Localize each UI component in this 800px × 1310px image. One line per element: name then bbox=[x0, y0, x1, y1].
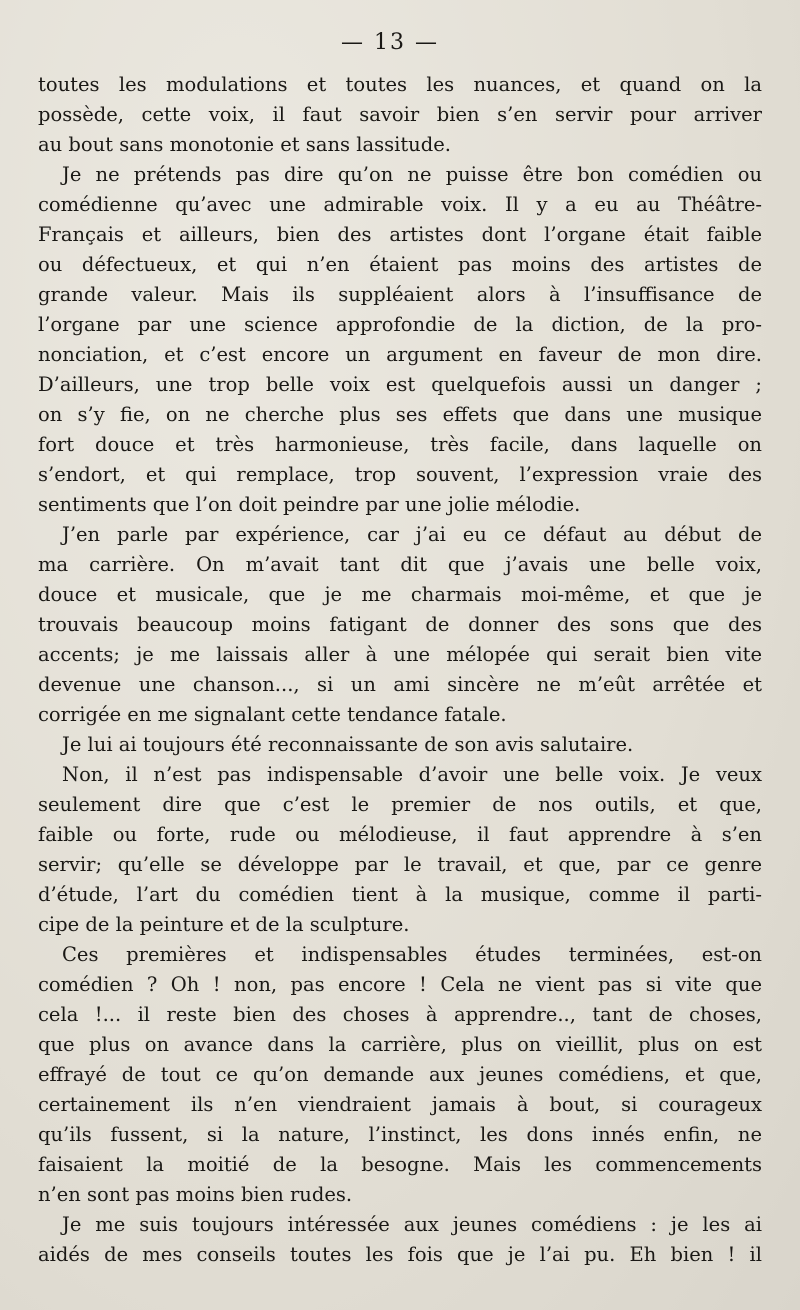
body-text bbox=[38, 70, 762, 1270]
text-line: certainement ils n’en viendraient jamais à bout, si courageux bbox=[38, 1093, 762, 1116]
text-line: Non, il n’est pas indispensable d’avoir une belle voix. Je veux bbox=[62, 763, 762, 786]
text-line: n’en sont pas moins bien rudes. bbox=[38, 1183, 353, 1206]
text-line: Français et ailleurs, bien des artistes dont l’organe était faible bbox=[38, 223, 762, 246]
text-line: possède, cette voix, il faut savoir bien s’en servir pour arriver bbox=[38, 103, 762, 126]
text-line: que plus on avance dans la carrière, plus on vieillit, plus on est bbox=[38, 1033, 762, 1056]
text-line: cipe de la peinture et de la sculpture. bbox=[38, 913, 410, 936]
text-line: ou défectueux, et qui n’en étaient pas moins des artistes de bbox=[38, 253, 762, 276]
text-line: Je ne prétends pas dire qu’on ne puisse être bon comédien ou bbox=[62, 163, 762, 186]
text-line: douce et musicale, que je me charmais moi-même, et que je bbox=[38, 583, 762, 606]
text-line: corrigée en me signalant cette tendance fatale. bbox=[38, 703, 507, 726]
text-line: d’étude, l’art du comédien tient à la musique, comme il parti- bbox=[38, 883, 762, 906]
text-line: s’endort, et qui remplace, trop souvent, l’expression vraie des bbox=[38, 463, 762, 486]
text-line: effrayé de tout ce qu’on demande aux jeunes comédiens, et que, bbox=[38, 1063, 762, 1086]
text-line: comédien ? Oh ! non, pas encore ! Cela ne vient pas si vite que bbox=[38, 973, 762, 996]
text-line: Ces premières et indispensables études terminées, est-on bbox=[62, 943, 762, 966]
text-line: au bout sans monotonie et sans lassitude. bbox=[38, 133, 451, 156]
text-line: accents; je me laissais aller à une mélopée qui serait bien vite bbox=[38, 643, 762, 666]
text-line: sentiments que l’on doit peindre par une jolie mélodie. bbox=[38, 493, 581, 516]
text-line: ma carrière. On m’avait tant dit que j’avais une belle voix, bbox=[38, 553, 762, 576]
page-number: — 13 — bbox=[341, 30, 439, 55]
text-line: Je me suis toujours intéressée aux jeunes comédiens : je les ai bbox=[62, 1213, 762, 1236]
text-line: grande valeur. Mais ils suppléaient alors à l’insuffisance de bbox=[38, 283, 762, 306]
text-line: D’ailleurs, une trop belle voix est quelquefois aussi un danger ; bbox=[38, 373, 762, 396]
text-line: seulement dire que c’est le premier de nos outils, et que, bbox=[38, 793, 762, 816]
text-line: Je lui ai toujours été reconnaissante de son avis salutaire. bbox=[62, 733, 634, 756]
text-line: trouvais beaucoup moins fatigant de donner des sons que des bbox=[38, 613, 762, 636]
text-line: cela !... il reste bien des choses à apprendre.., tant de choses, bbox=[38, 1003, 762, 1026]
text-line: toutes les modulations et toutes les nuances, et quand on la bbox=[38, 73, 762, 96]
text-line: J’en parle par expérience, car j’ai eu ce défaut au début de bbox=[62, 523, 762, 546]
text-line: l’organe par une science approfondie de la diction, de la pro- bbox=[38, 313, 762, 336]
text-line: nonciation, et c’est encore un argument en faveur de mon dire. bbox=[38, 343, 762, 366]
text-line: faible ou forte, rude ou mélodieuse, il faut apprendre à s’en bbox=[38, 823, 762, 846]
text-line: comédienne qu’avec une admirable voix. Il y a eu au Théâtre- bbox=[38, 193, 762, 216]
text-line: devenue une chanson..., si un ami sincère ne m’eût arrêtée et bbox=[38, 673, 762, 696]
text-line: on s’y fie, on ne cherche plus ses effets que dans une musique bbox=[38, 403, 762, 426]
text-line: fort douce et très harmonieuse, très facile, dans laquelle on bbox=[38, 433, 762, 456]
text-line: qu’ils fussent, si la nature, l’instinct, les dons innés enfin, ne bbox=[38, 1123, 762, 1146]
text-line: aidés de mes conseils toutes les fois que je l’ai pu. Eh bien ! il bbox=[38, 1243, 762, 1266]
text-line: faisaient la moitié de la besogne. Mais les commencements bbox=[38, 1153, 762, 1176]
text-line: servir; qu’elle se développe par le travail, et que, par ce genre bbox=[38, 853, 762, 876]
